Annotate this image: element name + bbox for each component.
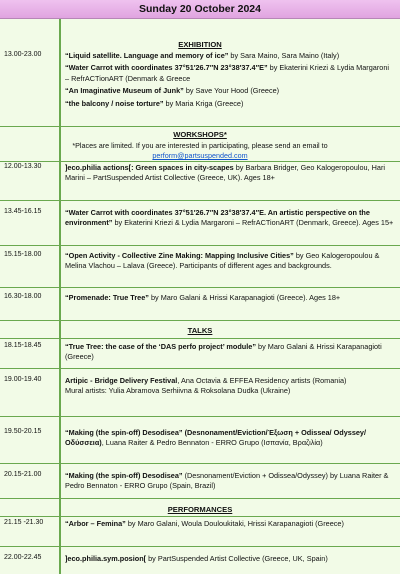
- time-label: 18.15-18.45: [4, 342, 42, 349]
- item-title: “An Imaginative Museum of Junk”: [65, 86, 184, 96]
- divider: [0, 463, 400, 464]
- event-description: [65, 376, 395, 397]
- section-title-workshops: WORKSHOPS*: [173, 130, 227, 139]
- event-title: ]eco.philia.sym.posion[: [65, 554, 147, 563]
- event-details: by Barbara Bridger, Geo Kalogeropoulou, Hari Marini – PartSuspended Artist Collective (Greece, UK). Ages 18+: [65, 163, 385, 183]
- section-title-performances: PERFORMANCES: [167, 505, 233, 514]
- time-label: 13.45-16.15: [4, 208, 42, 215]
- time-label: 19.50-20.15: [4, 428, 42, 435]
- item-details: by Ekaterini Kriezi & Lydia Margaroni – RefrACTionART (Denmark & Greece: [65, 63, 390, 83]
- event-description: [65, 554, 395, 564]
- time-label: 15.15-18.00: [4, 251, 42, 258]
- workshops-note: [0, 141, 400, 161]
- time-label: 12.00-13.30: [4, 163, 42, 170]
- time-label: 22.00-22.45: [4, 554, 42, 561]
- email-link[interactable]: perform@partsuspended.com: [152, 151, 248, 160]
- list-item: [65, 99, 395, 109]
- event-description: [65, 428, 395, 449]
- event-title: “Arbor – Femina”: [65, 519, 126, 528]
- event-title: “Promenade: True Tree”: [65, 293, 149, 302]
- divider: [0, 287, 400, 288]
- event-details: by Maro Galani & Hrissi Karapanagioti (Greece). Ages 18+: [148, 293, 341, 302]
- event-title: Artipic - Bridge Delivery Festival: [65, 376, 178, 385]
- event-details: by Maro Galani, Woula Douloukitaki, Hrissi Karapanagioti (Greece): [125, 519, 344, 528]
- event-description: [65, 471, 395, 492]
- event-details: by Maro Galani & Hrissi Karapanagioti (Greece): [65, 342, 382, 362]
- section-title-talks: TALKS: [187, 326, 213, 335]
- event-description: [65, 163, 395, 184]
- time-column-divider: [59, 19, 61, 574]
- list-item: [65, 63, 395, 84]
- event-details: (Desnonament/Eviction + Odissea/Odyssey) by Luana Raiter & Pedro Bennaton - ERRO Grupo (Spain, Brazil): [65, 471, 389, 491]
- section-title-exhibition: EXHIBITION: [178, 40, 222, 49]
- event-title: ]eco.philia actions[: Green spaces in city-scapes: [65, 163, 234, 172]
- item-title: “Liquid satellite. Language and memory of ice”: [65, 51, 229, 60]
- item-details: by Maria Kriga (Greece): [163, 98, 244, 108]
- divider: [0, 320, 400, 321]
- event-description: [65, 251, 395, 272]
- event-extra: Mural artists: Yulia Abramova Serhiivna & Roksolana Dudka (Ukraine): [65, 386, 291, 396]
- divider: [0, 368, 400, 369]
- divider: [0, 498, 400, 499]
- workshops-note-text: *Places are limited. If you are interested in participating, please send an email to: [72, 141, 328, 150]
- time-label: 16.30-18.00: [4, 293, 42, 300]
- date-header: [0, 0, 400, 19]
- item-title: “the balcony / noise torture”: [65, 98, 164, 108]
- event-title: “Water Carrot with coordinates 37°51′26.7″N 23°38′37.4″E. An artistic perspective on the environment”: [65, 208, 370, 228]
- list-item: [65, 86, 395, 96]
- time-label: 20.15-21.00: [4, 471, 42, 478]
- event-details: by Geo Kalogeropoulou & Melina Vlachou – Lalava (Greece). Participants of different ages and backgrounds.: [65, 251, 380, 271]
- divider: [0, 338, 400, 339]
- divider: [0, 245, 400, 246]
- event-details: by PartSuspended Artist Collective (Greece, UK, Spain): [146, 554, 328, 563]
- event-title: “True Tree: the case of the ‘DAS perfo project’ module”: [65, 342, 256, 351]
- item-details: by Save Your Hood (Greece): [183, 86, 280, 96]
- item-title: “Water Carrot with coordinates 37°51′26.7″N 23°38′37.4″E”: [65, 63, 268, 73]
- divider: [0, 516, 400, 517]
- divider: [0, 416, 400, 417]
- divider: [0, 161, 400, 162]
- time-label: 13.00-23.00: [4, 51, 42, 58]
- event-title: “Making (the spin-off) Desodisea” (Desnonament/Eviction/Έξωση + Odissea/ Odyssey/Οδύσσεια): [65, 428, 367, 448]
- time-label: 19.00-19.40: [4, 376, 42, 383]
- event-description: [65, 208, 395, 229]
- divider: [0, 200, 400, 201]
- event-details: by Ekaterini Kriezi & Lydia Margaroni – RefrACTionART (Denmark, Greece). Ages 15+: [112, 218, 394, 228]
- event-description: [65, 519, 395, 529]
- event-description: [65, 342, 395, 363]
- divider: [0, 546, 400, 547]
- event-title: “Making (the spin-off) Desodisea”: [65, 471, 183, 480]
- list-item: [65, 51, 395, 61]
- event-description: [65, 293, 395, 303]
- item-details: by Sara Maino, Sara Maino (Italy): [228, 51, 340, 60]
- event-details: , Ana Octavia & EFFEA Residency artists (Romania): [177, 376, 347, 385]
- event-details: , Luana Raiter & Pedro Bennaton - ERRO Grupo (Ισπανία, Βραζιλία): [101, 438, 323, 448]
- time-label: 21.15 -21.30: [4, 519, 44, 526]
- date-title: Sunday 20 October 2024: [139, 3, 261, 15]
- exhibition-list: [65, 51, 395, 111]
- event-title: “Open Activity - Collective Zine Making: Mapping Inclusive Cities”: [65, 251, 294, 260]
- divider: [0, 126, 400, 127]
